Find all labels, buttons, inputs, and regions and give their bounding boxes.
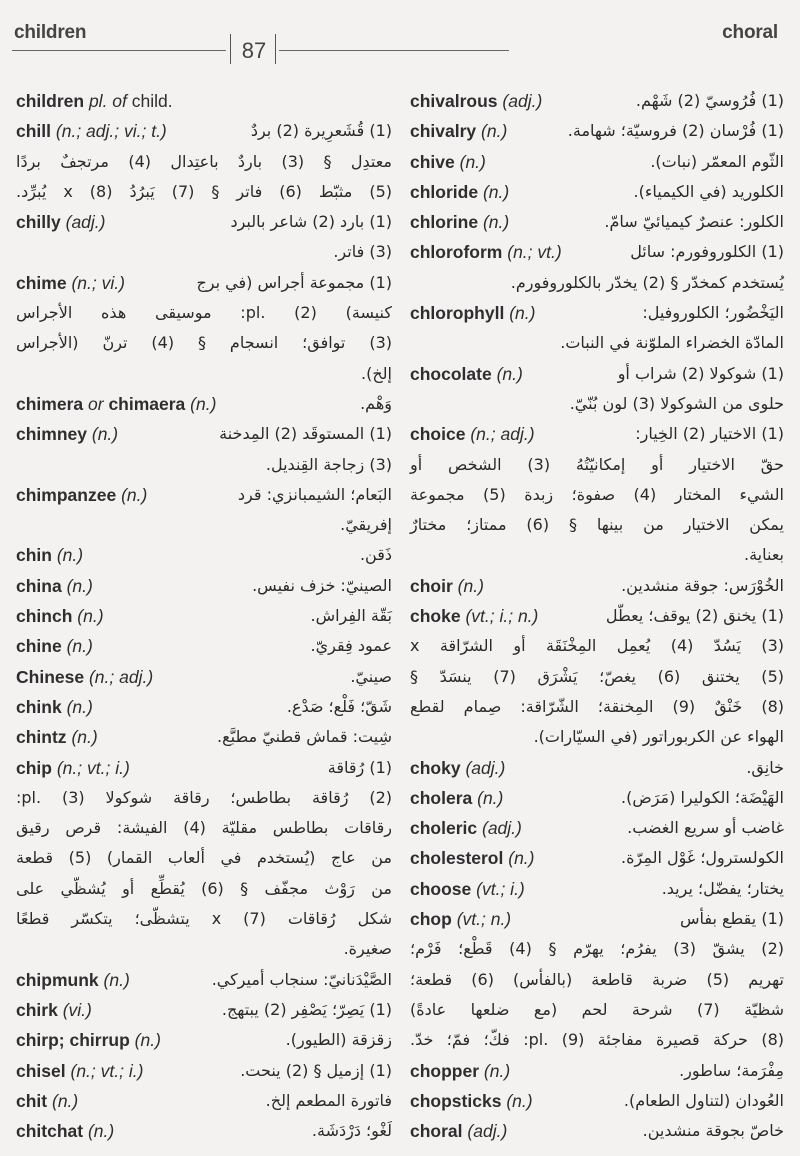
headword bbox=[410, 753, 505, 783]
arabic-definition: يُستخدم كمخدّر § (2) يخدّر بالكلوروفورم. bbox=[510, 272, 784, 292]
grammar-label: (vt.; n.) bbox=[456, 909, 512, 930]
arabic-definition: البَعام؛ الشيمبانزي: قرد bbox=[237, 484, 392, 504]
entry-continuation bbox=[410, 722, 784, 752]
arabic-definition: (8) خَنْقٌ (9) المِخنقة؛ الشّرّاقة: صِمام لقطع bbox=[410, 696, 785, 716]
dictionary-entry bbox=[16, 722, 392, 752]
headword-text: chipmunk bbox=[16, 969, 99, 990]
dictionary-entry bbox=[16, 419, 392, 449]
page-header bbox=[0, 0, 800, 70]
dictionary-entry bbox=[16, 571, 392, 601]
headword-text: chit bbox=[16, 1090, 48, 1111]
entry-continuation bbox=[410, 995, 784, 1025]
headword-text: cholera bbox=[410, 787, 473, 808]
headword-text: Chinese bbox=[16, 666, 85, 687]
grammar-label: (n.; vt.) bbox=[507, 242, 562, 263]
arabic-definition: حلوى من الشوكولا (3) لون بُنّيّ. bbox=[569, 393, 784, 413]
grammar-label: (n.) bbox=[103, 969, 130, 990]
arabic-definition: (1) يَصِرّ؛ يَصْفِر (2) يبتهج. bbox=[221, 999, 392, 1019]
entry-continuation bbox=[410, 1025, 784, 1055]
entry-continuation bbox=[410, 631, 784, 661]
arabic-definition: الخُوْرَس: جوقة منشدين. bbox=[621, 575, 784, 595]
grammar-label: (n.) bbox=[71, 727, 98, 748]
headword-text: chimney bbox=[16, 424, 87, 445]
headword bbox=[410, 86, 542, 116]
dictionary-entry bbox=[410, 601, 784, 631]
headword bbox=[16, 389, 216, 419]
arabic-definition: (1) إزميل § (2) ينحت. bbox=[240, 1060, 392, 1080]
grammar-label: (vt.; i.; n.) bbox=[465, 606, 539, 627]
header-rule-right bbox=[279, 50, 509, 51]
arabic-definition: الهواء عن الكربوراتور (في السيّارات). bbox=[533, 727, 784, 747]
headword bbox=[16, 662, 153, 692]
grammar-label: (n.) bbox=[477, 787, 504, 808]
arabic-definition: يختار؛ يفضّل؛ يريد. bbox=[661, 878, 784, 898]
arabic-definition: (3) يَسُدّ (4) يُعمِل المِخْنَقَة أو الشرّاقة x bbox=[410, 636, 785, 656]
entry-continuation bbox=[410, 328, 784, 358]
headword bbox=[16, 571, 93, 601]
entry-continuation bbox=[410, 540, 784, 570]
headword-text: chill bbox=[16, 121, 52, 142]
grammar-label: (n.; adj.) bbox=[88, 666, 154, 687]
arabic-definition: (1) الكلوروفورم: سائل bbox=[630, 242, 784, 262]
header-rule-left bbox=[12, 50, 226, 51]
arabic-definition: بَقّة الفِراش. bbox=[310, 606, 392, 626]
headword bbox=[16, 1025, 161, 1055]
dictionary-entry bbox=[410, 207, 784, 237]
grammar-label: (n.) bbox=[483, 1060, 511, 1081]
grammar-label: (n.; vt.; i.) bbox=[70, 1060, 144, 1081]
arabic-definition: من رَوْث مجفّف § (6) يُقطِّع أو يُشظّي على bbox=[16, 878, 392, 898]
headword-text: choose bbox=[410, 878, 472, 899]
grammar-label: (n.; adj.; vi.; t.) bbox=[55, 121, 167, 142]
arabic-definition: عمود فِقريّ. bbox=[310, 636, 392, 656]
arabic-definition: (2) رُقاقة بطاطس؛ رقاقة شوكولا (3) .pl: bbox=[16, 787, 392, 807]
guide-word-left: children bbox=[14, 22, 87, 43]
entry-continuation bbox=[410, 268, 784, 298]
grammar-label: (n.) bbox=[459, 151, 486, 172]
arabic-definition: رقاقات بطاطس مقليّة (4) الفيشة: قرص رقيق bbox=[16, 818, 392, 838]
arabic-definition: صغيرة. bbox=[343, 939, 392, 959]
grammar-label: (n.; vt.; i.) bbox=[56, 757, 130, 778]
headword bbox=[16, 722, 98, 752]
page-number: 87 bbox=[241, 38, 267, 63]
entry-continuation bbox=[16, 874, 392, 904]
grammar-label: (n.) bbox=[77, 606, 104, 627]
arabic-definition: (1) مجموعة أجراس (في برج bbox=[196, 272, 392, 292]
dictionary-entry bbox=[410, 783, 784, 813]
dictionary-entry bbox=[16, 86, 392, 116]
grammar-label: (n.) bbox=[87, 1121, 115, 1142]
headword bbox=[16, 1056, 143, 1086]
arabic-definition: (3) توافق؛ انسجام § (4) ترنّ (الأجراس bbox=[16, 333, 392, 353]
arabic-definition: الكولسترول؛ غَوْل المِرّة. bbox=[621, 848, 784, 868]
headword bbox=[410, 783, 503, 813]
headword-text: chisel bbox=[16, 1060, 66, 1081]
headword bbox=[16, 753, 130, 783]
arabic-definition: من عاج (يُستخدم في ألعاب القمار) (5) قطعة bbox=[16, 848, 393, 868]
headword-text: chime bbox=[16, 272, 67, 293]
headword bbox=[410, 177, 509, 207]
grammar-label: (n.) bbox=[508, 848, 535, 869]
arabic-definition: الكلور: عنصرٌ كيميائيّ سامّ. bbox=[604, 212, 784, 232]
headword bbox=[16, 601, 104, 631]
arabic-definition: زقزقة (الطيور). bbox=[285, 1030, 392, 1050]
dictionary-entry bbox=[16, 995, 392, 1025]
headword-text: chimpanzee bbox=[16, 484, 117, 505]
arabic-definition: (1) بارد (2) شاعر بالبرد bbox=[230, 212, 392, 232]
grammar-label: (adj.) bbox=[65, 212, 106, 233]
arabic-definition: يمكن الاختيار من بينها § (6) ممتاز؛ مختارٌ bbox=[410, 515, 785, 535]
arabic-definition: ذَقن. bbox=[359, 545, 392, 565]
headword-text: chirk bbox=[16, 999, 58, 1020]
grammar-label: (adj.) bbox=[502, 91, 543, 111]
dictionary-entry bbox=[16, 207, 392, 237]
grammar-label: (n.) bbox=[66, 696, 93, 717]
entry-continuation bbox=[16, 359, 392, 389]
dictionary-entry bbox=[410, 1116, 784, 1146]
headword-text: chivalrous bbox=[410, 91, 498, 111]
headword bbox=[16, 268, 125, 298]
grammar-label: (n.) bbox=[457, 575, 484, 596]
dictionary-entry bbox=[16, 692, 392, 722]
headword-text: chilly bbox=[16, 212, 61, 233]
arabic-definition: بعناية. bbox=[744, 545, 784, 565]
grammar-label: (n.) bbox=[66, 575, 93, 596]
headword bbox=[410, 419, 535, 449]
dictionary-entry bbox=[410, 116, 784, 146]
arabic-definition: (3) فاتر. bbox=[333, 242, 392, 262]
guide-word-right: choral bbox=[722, 22, 778, 43]
dictionary-entry bbox=[16, 965, 392, 995]
arabic-definition: وَهْم. bbox=[360, 393, 392, 413]
headword bbox=[16, 1086, 78, 1116]
arabic-definition: لَغْو؛ دَرْدَشَة. bbox=[311, 1121, 392, 1141]
dictionary-entry bbox=[16, 116, 392, 146]
headword-text: choky bbox=[410, 757, 461, 778]
headword bbox=[410, 147, 486, 177]
arabic-definition: خاصّ بجوقة منشدين. bbox=[642, 1121, 784, 1141]
headword bbox=[410, 359, 523, 389]
left-column bbox=[16, 86, 392, 1146]
headword bbox=[16, 86, 173, 116]
arabic-definition: تهريم (5) ضربة قاطعة (بالفأس) (6) قطعة؛ bbox=[410, 969, 785, 989]
dictionary-entry bbox=[410, 177, 784, 207]
entry-continuation bbox=[16, 934, 392, 964]
dictionary-entry bbox=[410, 874, 784, 904]
arabic-definition: الشيء المختار (4) صفوة؛ زبدة (5) مجموعة bbox=[410, 484, 784, 504]
grammar-label: (n.) bbox=[52, 1090, 79, 1111]
entry-continuation bbox=[16, 237, 392, 267]
dictionary-entry bbox=[16, 601, 392, 631]
grammar-label: (n.) bbox=[506, 1090, 533, 1111]
arabic-definition: (1) رُقاقة bbox=[327, 757, 392, 777]
headword-text: chloride bbox=[410, 181, 479, 202]
grammar-label: (adj.) bbox=[465, 757, 506, 778]
dictionary-entry bbox=[410, 419, 784, 449]
headword-text: chip bbox=[16, 757, 52, 778]
arabic-definition: (1) يخنق (2) يوقف؛ يعطّل bbox=[605, 606, 784, 626]
headword bbox=[16, 692, 93, 722]
entry-continuation bbox=[16, 328, 392, 358]
dictionary-entry bbox=[16, 631, 392, 661]
headword-text: children bbox=[16, 91, 85, 111]
entry-continuation bbox=[16, 450, 392, 480]
headword-text: chive bbox=[410, 151, 455, 172]
arabic-definition: فاتورة المطعم إلخ. bbox=[265, 1090, 392, 1110]
entry-continuation bbox=[410, 450, 784, 480]
headword-text: chloroform bbox=[410, 242, 503, 263]
grammar-label: (n.) bbox=[121, 484, 148, 505]
arabic-definition: (1) فُرْسان (2) فروسيّة؛ شهامة. bbox=[567, 121, 784, 141]
entry-continuation bbox=[16, 783, 392, 813]
arabic-definition: كنيسة) (2) .pl: موسيقى هذه الأجراس bbox=[16, 303, 392, 323]
grammar-label: (adj.) bbox=[482, 818, 522, 839]
grammar-label: (vt.; i.) bbox=[476, 878, 525, 899]
arabic-definition: اليَخْضُور؛ الكلوروفيل: bbox=[642, 303, 784, 323]
headword bbox=[410, 207, 509, 237]
headword-text: choice bbox=[410, 424, 466, 445]
headword bbox=[410, 1056, 510, 1086]
dictionary-entry bbox=[410, 813, 784, 843]
arabic-definition: (8) حركة قصيرة مفاجئة (9) .pl: فكّ؛ فمّ؛ خدّ. bbox=[410, 1030, 785, 1050]
page-number-divider-left bbox=[230, 34, 231, 64]
headword-text: chimera bbox=[16, 393, 84, 414]
dictionary-entry bbox=[410, 86, 784, 116]
entry-continuation bbox=[16, 177, 392, 207]
headword-text: chink bbox=[16, 696, 62, 717]
grammar-label: pl. of bbox=[88, 91, 127, 111]
headword-text: chlorine bbox=[410, 212, 479, 233]
headword-text: choleric bbox=[410, 818, 478, 839]
grammar-label: (n.) bbox=[509, 303, 536, 324]
arabic-definition: شَقّ؛ فَلْع؛ صَدْع. bbox=[286, 696, 392, 716]
grammar-label: (n.) bbox=[134, 1030, 161, 1051]
dictionary-entry bbox=[410, 904, 784, 934]
headword-text: chintz bbox=[16, 727, 67, 748]
arabic-definition: شظيّة (7) شرحة لحم (مع ضلعها عادةً) bbox=[410, 999, 784, 1019]
headword bbox=[410, 571, 484, 601]
grammar-label: (n.) bbox=[482, 212, 510, 233]
arabic-definition: خانِق. bbox=[746, 757, 784, 777]
arabic-definition: (2) يشقّ (3) يفرُم؛ يهرّم § (4) قَطْع؛ فَرْم؛ bbox=[410, 939, 784, 959]
grammar-label: (n.; adj.) bbox=[470, 424, 535, 445]
headword bbox=[16, 116, 167, 146]
headword bbox=[16, 540, 83, 570]
dictionary-entry bbox=[410, 298, 784, 328]
entry-continuation bbox=[16, 904, 392, 934]
headword bbox=[16, 207, 106, 237]
dictionary-entry bbox=[16, 1086, 392, 1116]
variant-connector: or bbox=[88, 393, 104, 414]
headword bbox=[410, 601, 538, 631]
grammar-label: (n.; vi.) bbox=[71, 272, 125, 293]
arabic-definition: (1) شوكولا (2) شراب أو bbox=[617, 363, 784, 383]
dictionary-entry bbox=[410, 1056, 784, 1086]
arabic-definition: إفريقيّ. bbox=[340, 515, 392, 535]
grammar-label: (n.) bbox=[190, 393, 217, 414]
headword-text: chitchat bbox=[16, 1121, 84, 1142]
headword bbox=[16, 995, 92, 1025]
arabic-definition: (1) يقطع بفأس bbox=[680, 909, 784, 929]
arabic-definition: الهَيْضَة؛ الكوليرا (مَرَض). bbox=[621, 787, 784, 807]
right-column bbox=[410, 86, 784, 1146]
arabic-definition: حقّ الاختيار أو إمكانيّتُهُ (3) الشخص أو bbox=[410, 454, 785, 474]
headword bbox=[410, 813, 522, 843]
headword-text: choral bbox=[410, 1121, 463, 1142]
headword bbox=[410, 843, 535, 873]
dictionary-entry bbox=[16, 540, 392, 570]
headword bbox=[410, 1086, 533, 1116]
entry-continuation bbox=[410, 934, 784, 964]
entry-continuation bbox=[410, 692, 784, 722]
headword bbox=[16, 631, 93, 661]
arabic-definition: الكلوريد (في الكيمياء). bbox=[633, 181, 784, 201]
headword-text: choke bbox=[410, 606, 461, 627]
arabic-definition: (1) فُرُوسيّ (2) شَهْم. bbox=[635, 91, 784, 110]
headword bbox=[16, 419, 118, 449]
arabic-definition: معتدِل § (3) باردٌ باعتِدال (4) مرتجفٌ بردًا bbox=[16, 151, 393, 171]
arabic-definition: المادّة الخضراء الملوّنة في النبات. bbox=[560, 333, 784, 353]
dictionary-entry bbox=[16, 268, 392, 298]
headword-text: cholesterol bbox=[410, 848, 504, 869]
grammar-label: (vi.) bbox=[62, 999, 92, 1020]
arabic-definition: (1) قُشَعرِيرة (2) بردٌ bbox=[250, 121, 392, 141]
dictionary-entry bbox=[16, 1056, 392, 1086]
arabic-definition: شكل رُقاقات x (7) يتشظّى؛ يتكسّر قطعًا bbox=[16, 909, 393, 929]
arabic-definition: الثّوم المعمّر (نبات). bbox=[650, 151, 784, 171]
headword bbox=[410, 116, 507, 146]
headword-text: choir bbox=[410, 575, 453, 596]
arabic-definition: صينيّ. bbox=[350, 666, 392, 686]
entry-continuation bbox=[16, 510, 392, 540]
headword-text: chine bbox=[16, 636, 62, 657]
arabic-definition: العُودان (لتناول الطعام). bbox=[623, 1090, 784, 1110]
grammar-label: (n.) bbox=[56, 545, 84, 566]
headword bbox=[410, 1116, 507, 1146]
entry-continuation bbox=[410, 389, 784, 419]
grammar-label: (n.) bbox=[481, 121, 508, 142]
dictionary-entry bbox=[410, 237, 784, 267]
arabic-definition: (5) يختنق (6) يغصّ؛ يَشْرَق (7) ينسَدّ § bbox=[410, 666, 784, 686]
headword-text: chopper bbox=[410, 1060, 480, 1081]
dictionary-entry bbox=[16, 662, 392, 692]
headword bbox=[410, 298, 535, 328]
arabic-definition: مِفْرَمة؛ ساطور. bbox=[679, 1060, 784, 1080]
entry-continuation bbox=[410, 965, 784, 995]
dictionary-entry bbox=[410, 753, 784, 783]
entry-continuation bbox=[410, 662, 784, 692]
arabic-definition: شِيت: قماش قطنيّ مطبَّع. bbox=[217, 727, 392, 747]
page-number-divider-right bbox=[275, 34, 276, 64]
arabic-definition: (1) الاختيار (2) الخِيار: bbox=[635, 424, 784, 444]
headword-text: chin bbox=[16, 545, 52, 566]
headword-text: chopsticks bbox=[410, 1090, 502, 1111]
headword-text: chinch bbox=[16, 606, 73, 627]
entry-continuation bbox=[16, 843, 392, 873]
grammar-label: (n.) bbox=[496, 363, 523, 384]
grammar-label: (adj.) bbox=[467, 1121, 508, 1142]
headword bbox=[410, 237, 562, 267]
arabic-definition: (3) زجاجة القِنديل. bbox=[265, 454, 392, 474]
headword bbox=[410, 904, 511, 934]
entry-continuation bbox=[410, 510, 784, 540]
grammar-label: (n.) bbox=[66, 636, 93, 657]
entry-continuation bbox=[16, 298, 392, 328]
grammar-label: (n.) bbox=[482, 181, 510, 202]
dictionary-entry bbox=[410, 147, 784, 177]
dictionary-entry bbox=[410, 571, 784, 601]
headword-text: chlorophyll bbox=[410, 303, 505, 324]
headword-text: chivalry bbox=[410, 121, 477, 142]
dictionary-entry bbox=[16, 1025, 392, 1055]
dictionary-entry bbox=[410, 1086, 784, 1116]
arabic-definition: (5) مثبّط (6) فاتر § (7) يَبرُدُ x (8) يُبرِّد. bbox=[16, 181, 393, 201]
arabic-definition: غاضب أو سريع الغضب. bbox=[627, 818, 784, 838]
dictionary-entry bbox=[410, 843, 784, 873]
headword-text: chirp; chirrup bbox=[16, 1030, 130, 1051]
dictionary-entry bbox=[16, 753, 392, 783]
headword bbox=[16, 1116, 114, 1146]
arabic-definition: الصينيّ: خزف نفيس. bbox=[252, 575, 392, 595]
arabic-definition: إلخ). bbox=[361, 363, 392, 383]
grammar-label: (n.) bbox=[91, 424, 119, 445]
dictionary-entry bbox=[16, 480, 392, 510]
headword-text: china bbox=[16, 575, 62, 596]
headword bbox=[410, 874, 525, 904]
entry-continuation bbox=[410, 480, 784, 510]
dictionary-entry bbox=[410, 359, 784, 389]
arabic-definition: الصَّيْدَنانيّ: سنجاب أميركي. bbox=[211, 969, 392, 989]
dictionary-entry bbox=[16, 389, 392, 419]
headword-variant: chimaera bbox=[108, 393, 186, 414]
headword bbox=[16, 480, 147, 510]
headword-text: chop bbox=[410, 909, 452, 930]
dictionary-entry bbox=[16, 1116, 392, 1146]
entry-continuation bbox=[16, 147, 392, 177]
headword-text: chocolate bbox=[410, 363, 492, 384]
arabic-definition: (1) المستوقَد (2) المِدخنة bbox=[219, 424, 392, 444]
cross-reference: child. bbox=[131, 91, 173, 111]
entry-continuation bbox=[16, 813, 392, 843]
headword bbox=[16, 965, 130, 995]
